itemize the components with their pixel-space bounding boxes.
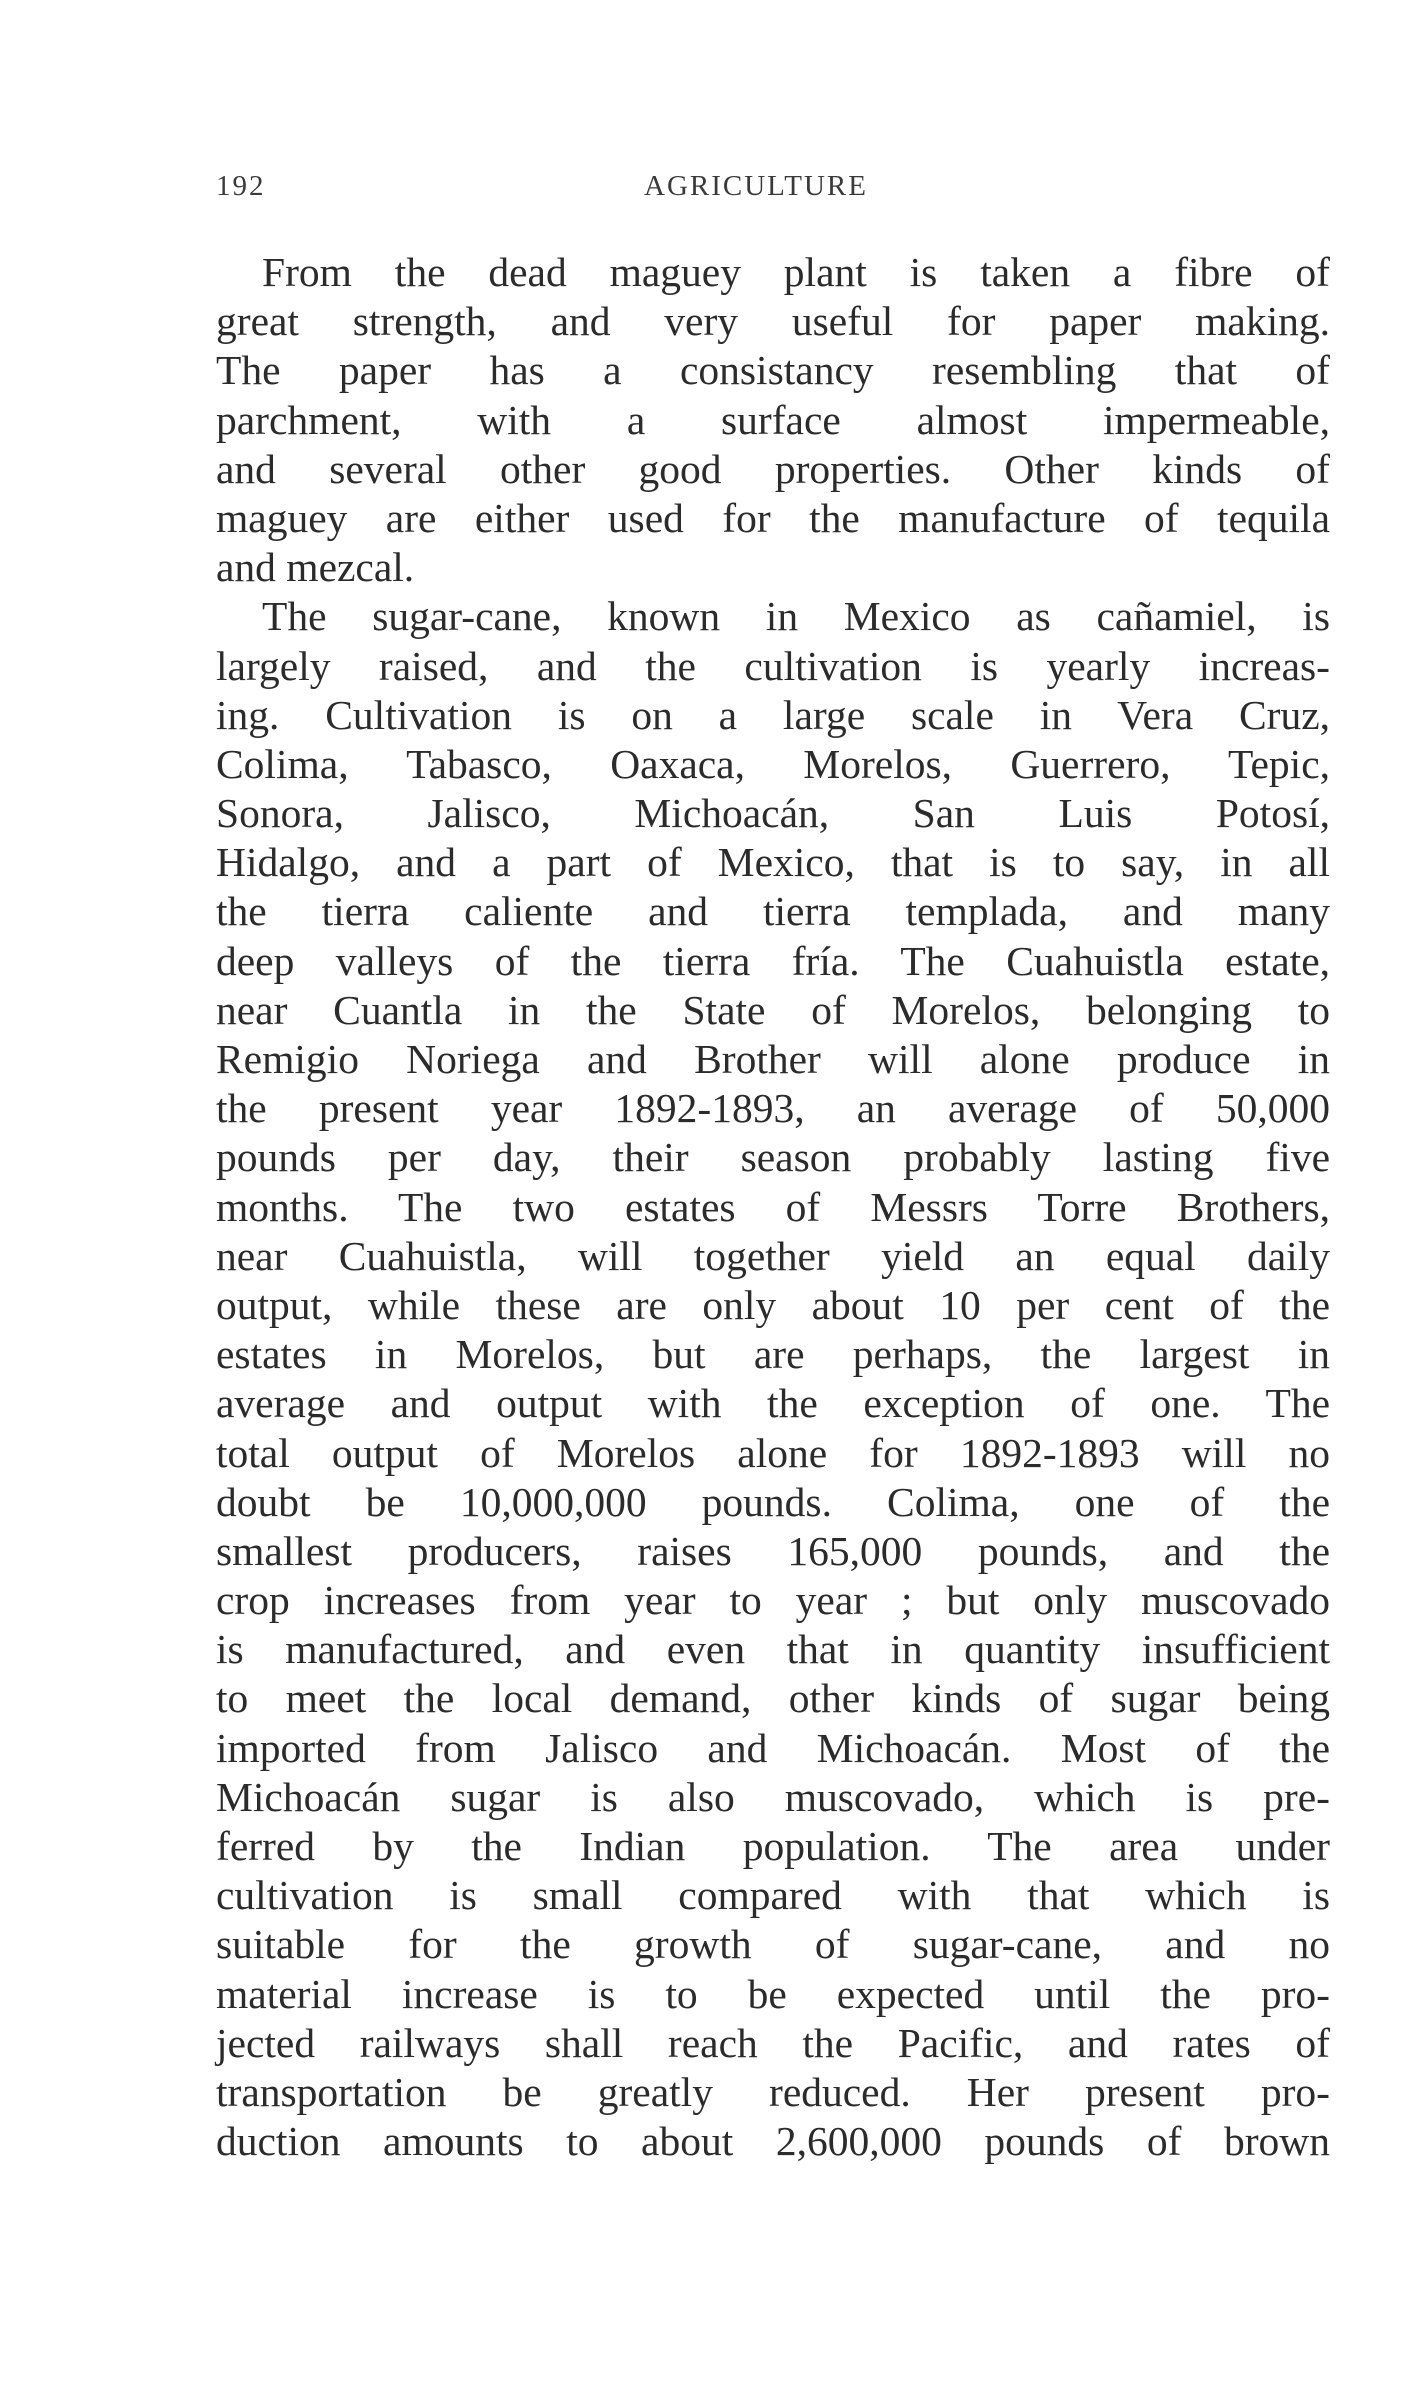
text-line: cultivation is small compared with that which is — [216, 1872, 1330, 1919]
text-line: Sonora, Jalisco, Michoacán, San Luis Potosí, — [216, 790, 1330, 837]
text-line: From the dead maguey plant is taken a fibre of — [262, 249, 1330, 295]
text-line: deep valleys of the tierra fría. The Cuahuistla estate, — [216, 937, 1330, 984]
text-line: Colima, Tabasco, Oaxaca, Morelos, Guerrero, Tepic, — [216, 740, 1330, 787]
text-line: to meet the local demand, other kinds of sugar being — [216, 1675, 1330, 1722]
text-line: parchment, with a surface almost impermeable, — [216, 396, 1330, 443]
text-line: jected railways shall reach the Pacific, and rates of — [216, 2019, 1330, 2066]
text-line: output, while these are only about 10 per cent of the — [216, 1281, 1330, 1328]
text-line: material increase is to be expected until the pro- — [216, 1970, 1330, 2017]
text-line: and mezcal. — [216, 544, 415, 591]
text-line: Michoacán sugar is also muscovado, which is pre- — [216, 1773, 1330, 1820]
text-line: estates in Morelos, but are perhaps, the largest in — [216, 1331, 1330, 1378]
text-line: ferred by the Indian population. The area under — [216, 1823, 1330, 1869]
text-line: pounds per day, their season probably lasting five — [216, 1134, 1330, 1181]
text-line: smallest producers, raises 165,000 pounds, and the — [216, 1527, 1330, 1574]
text-line: ing. Cultivation is on a large scale in Vera Cruz, — [216, 691, 1330, 738]
text-line: The paper has a consistancy resembling that of — [216, 347, 1330, 394]
text-line: near Cuahuistla, will together yield an equal daily — [216, 1232, 1330, 1279]
text-line: imported from Jalisco and Michoacán. Most of the — [216, 1724, 1330, 1771]
text-line: Remigio Noriega and Brother will alone produce in — [216, 1036, 1330, 1082]
text-line: the tierra caliente and tierra templada, and many — [216, 888, 1330, 935]
text-line: and several other good properties. Other kinds of — [216, 445, 1330, 492]
text-line: The sugar-cane, known in Mexico as cañamiel, is — [262, 593, 1330, 640]
text-line: Hidalgo, and a part of Mexico, that is to say, in all — [216, 839, 1330, 886]
body-text — [216, 248, 1330, 2166]
running-head-title: AGRICULTURE — [644, 170, 868, 202]
text-line: largely raised, and the cultivation is yearly increas- — [216, 642, 1330, 689]
text-line: months. The two estates of Messrs Torre Brothers, — [216, 1183, 1330, 1230]
text-line: great strength, and very useful for paper making. — [216, 298, 1330, 345]
text-line: total output of Morelos alone for 1892-1893 will no — [216, 1429, 1330, 1476]
text-line: crop increases from year to year ; but only muscovado — [216, 1577, 1330, 1624]
running-head — [216, 170, 1330, 210]
text-line: near Cuantla in the State of Morelos, belonging to — [216, 986, 1330, 1033]
text-line: average and output with the exception of one. The — [216, 1380, 1330, 1427]
text-line: duction amounts to about 2,600,000 pounds of brown — [216, 2118, 1330, 2165]
text-line: maguey are either used for the manufacture of tequila — [216, 494, 1330, 541]
text-line: is manufactured, and even that in quantity insufficient — [216, 1626, 1330, 1673]
text-line: transportation be greatly reduced. Her present pro- — [216, 2068, 1330, 2115]
page-number: 192 — [216, 170, 266, 202]
text-line: the present year 1892-1893, an average of 50,000 — [216, 1085, 1330, 1132]
text-line: suitable for the growth of sugar-cane, and no — [216, 1921, 1330, 1968]
text-line: doubt be 10,000,000 pounds. Colima, one of the — [216, 1478, 1330, 1525]
